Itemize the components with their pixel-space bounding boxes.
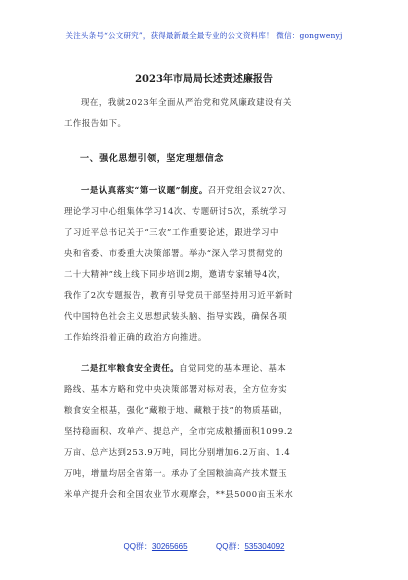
intro-paragraph (64, 92, 352, 134)
paragraph-text: 自觉同党的基本理论、基本 (179, 363, 287, 373)
paragraph-line: 米单产提升会和全国农业节水观摩会，**县5000亩玉米水 (64, 489, 294, 499)
qq-group-number[interactable]: 535304092 (244, 542, 285, 551)
paragraph-line: 我作了2次专题报告，教育引导党员干部坚持用习近平新时 (64, 290, 294, 300)
paragraph-line: 粮食安全根基，强化“藏粮于地、藏粮于技”的物质基础， (64, 405, 288, 415)
paragraph-theory-study (64, 180, 352, 348)
paragraph-line: 万吨，增量均居全省第一。承办了全国粮油高产技术暨玉 (64, 468, 288, 478)
paragraph-text: 召开党组会议27次、 (207, 185, 291, 195)
paragraph-line: 坚持稳面积、攻单产、提总产，全市完成粮播面积1099.2 (64, 426, 293, 436)
lead-sentence: 二是扛牢粮食安全责任。 (81, 363, 180, 373)
paragraph-line: 工作始终沿着正确的政治方向推进。 (64, 332, 207, 342)
paragraph-line: 理论学习中心组集体学习14次、专题研讨5次，系统学习 (64, 206, 287, 216)
paragraph-line: 代中国特色社会主义思想武装头脑、指导实践，确保各项 (64, 311, 288, 321)
paragraph-line: 二十大精神”线上线下同步培训2期，邀请专家辅导4次， (64, 269, 286, 279)
page-title: 2023年市局局长述责述廉报告 (135, 74, 273, 85)
paragraph-food-security (64, 358, 352, 505)
qq-group-label: QQ群： (123, 542, 152, 551)
section-heading: 一、强化思想引领，坚定理想信念 (80, 154, 225, 164)
paragraph-line (64, 358, 352, 379)
footer-contact (0, 541, 408, 552)
lead-sentence: 一是认真落实“第一议题”制度。 (81, 185, 208, 195)
paragraph-line: 路线、基本方略和党中央决策部署对标对表，全方位夯实 (64, 384, 288, 394)
paragraph-line: 了习近平总书记关于“三农”工作重要论述，跟进学习中 (64, 227, 279, 237)
paragraph-line: 央和省委、市委重大决策部署。举办“深入学习贯彻党的 (64, 248, 284, 258)
header-banner: 关注头条号“公文研究”，获得最新最全最专业的公文资料库！ 微信：gongwenyj (65, 31, 343, 40)
paragraph-line (64, 180, 352, 201)
intro-line: 现在，我就2023年全面从严治党和党风廉政建设有关 (81, 97, 292, 107)
paragraph-line: 万亩、总产达到253.9万吨，同比分别增加6.2万亩、1.4 (64, 447, 291, 457)
intro-line: 工作报告如下。 (64, 118, 127, 128)
qq-group-number[interactable]: 30265665 (151, 542, 188, 551)
qq-group-label: QQ群： (216, 542, 245, 551)
